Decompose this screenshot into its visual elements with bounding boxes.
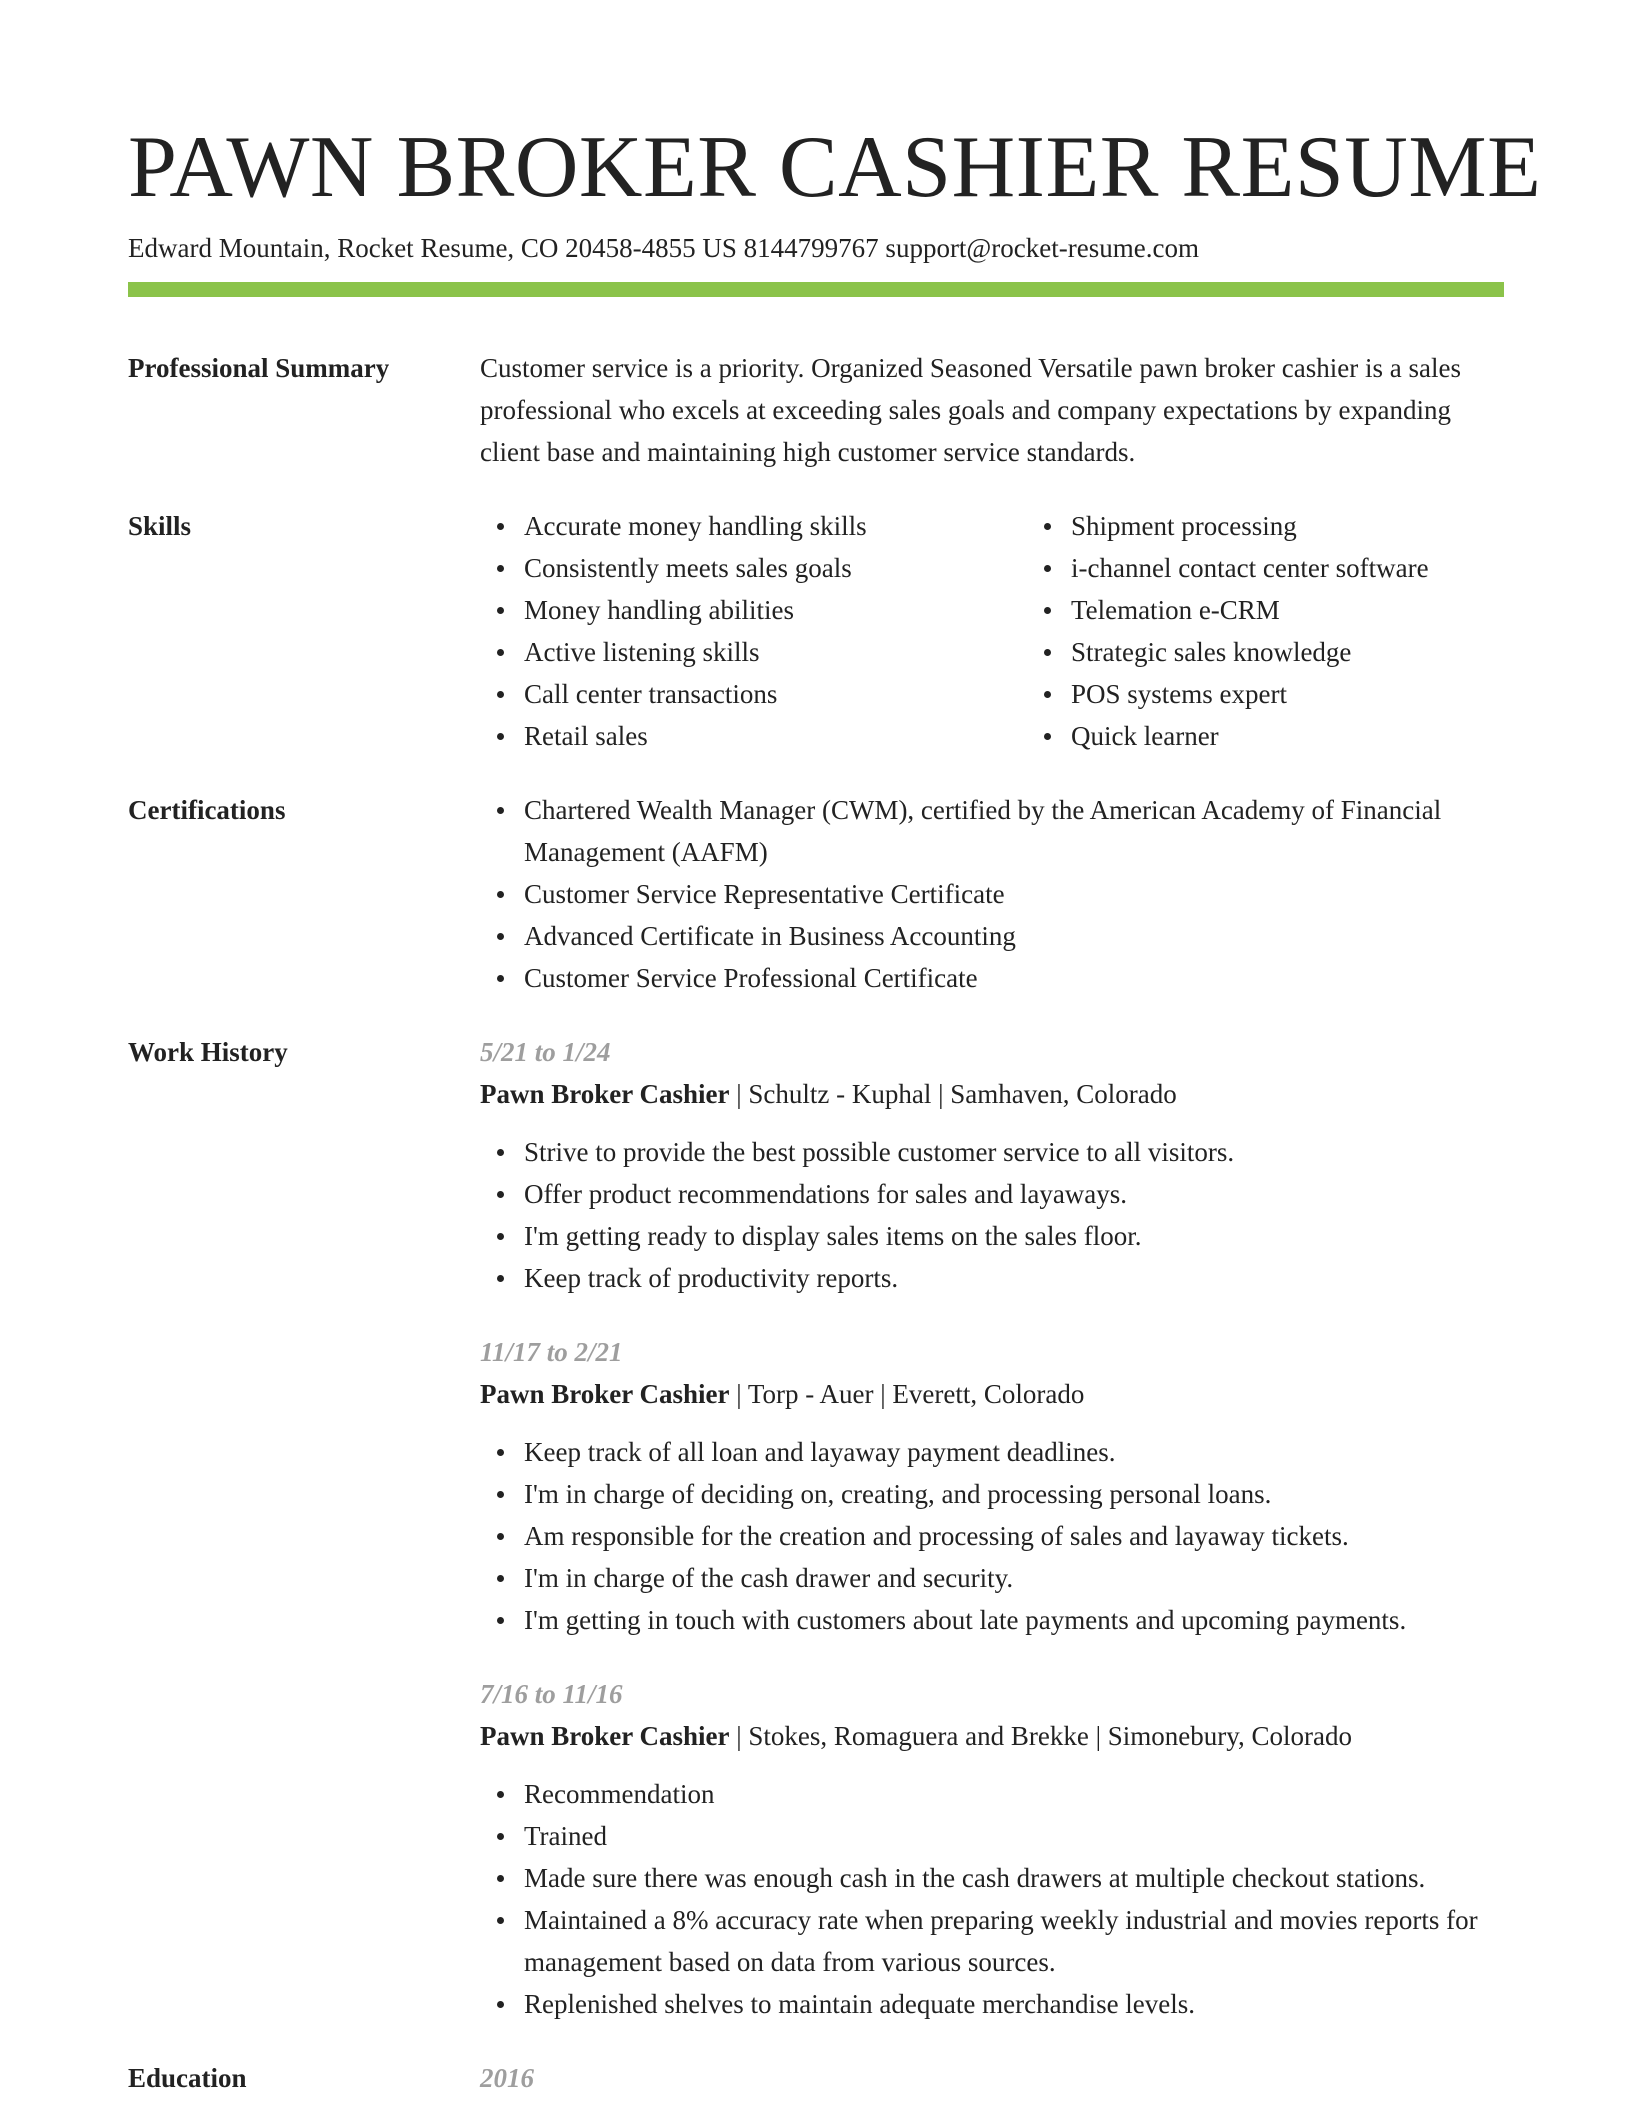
job-duty: Recommendation <box>524 1773 1504 1815</box>
section-label: Certifications <box>128 795 286 825</box>
skill-item: Telemation e-CRM <box>1071 589 1574 631</box>
job-duty: I'm in charge of the cash drawer and security. <box>524 1557 1504 1599</box>
job-duty: Made sure there was enough cash in the cash drawers at multiple checkout stations. <box>524 1857 1504 1899</box>
header-divider <box>128 282 1504 297</box>
skills-list-left <box>480 505 1027 757</box>
job-title: Pawn Broker Cashier <box>480 1721 730 1751</box>
section-skills <box>128 505 1504 757</box>
section-education <box>128 2057 1504 2099</box>
skills-list-right <box>1027 505 1574 757</box>
skill-item: Accurate money handling skills <box>524 505 1027 547</box>
job-title: Pawn Broker Cashier <box>480 1079 730 1109</box>
section-professional-summary <box>128 347 1504 473</box>
job-entry <box>480 1331 1504 1641</box>
job-title: Pawn Broker Cashier <box>480 1379 730 1409</box>
job-dates: 5/21 to 1/24 <box>480 1037 611 1067</box>
job-details: | Stokes, Romaguera and Brekke | Simonebury, Colorado <box>729 1721 1352 1751</box>
skill-item: Active listening skills <box>524 631 1027 673</box>
job-header <box>480 1073 1504 1115</box>
job-details: | Torp - Auer | Everett, Colorado <box>729 1379 1085 1409</box>
section-work-history <box>128 1031 1504 2025</box>
skill-item: Money handling abilities <box>524 589 1027 631</box>
job-duty: Replenished shelves to maintain adequate merchandise levels. <box>524 1983 1504 2025</box>
skills-columns <box>480 505 1574 757</box>
job-duty: Maintained a 8% accuracy rate when preparing weekly industrial and movies reports for management based on data from various sources. <box>524 1899 1504 1983</box>
job-entry <box>480 1673 1504 2025</box>
job-duties-list <box>480 1773 1504 2025</box>
summary-text: Customer service is a priority. Organized Seasoned Versatile pawn broker cashier is a sales professional who excels at exceeding sales goals and company expectations by expanding client base and maintaining high customer service standards. <box>480 353 1461 467</box>
section-label: Skills <box>128 511 192 541</box>
job-header <box>480 1373 1504 1415</box>
certification-item: Chartered Wealth Manager (CWM), certified by the American Academy of Financial Management (AAFM) <box>524 789 1504 873</box>
skill-item: Retail sales <box>524 715 1027 757</box>
skill-item: Shipment processing <box>1071 505 1574 547</box>
skill-item: POS systems expert <box>1071 673 1574 715</box>
job-duty: Am responsible for the creation and processing of sales and layaway tickets. <box>524 1515 1504 1557</box>
job-details: | Schultz - Kuphal | Samhaven, Colorado <box>729 1079 1177 1109</box>
resume-page <box>128 118 1542 2099</box>
job-duties-list <box>480 1131 1504 1299</box>
skill-item: Strategic sales knowledge <box>1071 631 1574 673</box>
skill-item: i-channel contact center software <box>1071 547 1574 589</box>
contact-line: Edward Mountain, Rocket Resume, CO 20458-4855 US 8144799767 support@rocket-resume.com <box>128 233 1199 263</box>
section-label: Education <box>128 2063 247 2093</box>
job-entry <box>480 1031 1504 1299</box>
work-history-body <box>480 1031 1504 2025</box>
job-duty: Strive to provide the best possible customer service to all visitors. <box>524 1131 1504 1173</box>
job-duty: Keep track of productivity reports. <box>524 1257 1504 1299</box>
skill-item: Call center transactions <box>524 673 1027 715</box>
certification-item: Customer Service Professional Certificate <box>524 957 1504 999</box>
section-label: Work History <box>128 1037 288 1067</box>
certifications-list <box>480 789 1504 999</box>
job-duties-list <box>480 1431 1504 1641</box>
skill-item: Quick learner <box>1071 715 1574 757</box>
certification-item: Customer Service Representative Certificate <box>524 873 1504 915</box>
section-label: Professional Summary <box>128 353 390 383</box>
job-dates: 11/17 to 2/21 <box>480 1337 623 1367</box>
job-duty: Keep track of all loan and layaway payment deadlines. <box>524 1431 1504 1473</box>
education-body <box>480 2057 1504 2099</box>
job-header <box>480 1715 1504 1757</box>
job-duty: I'm in charge of deciding on, creating, and processing personal loans. <box>524 1473 1504 1515</box>
certification-item: Advanced Certificate in Business Accounting <box>524 915 1504 957</box>
job-duty: Trained <box>524 1815 1504 1857</box>
job-duty: I'm getting ready to display sales items on the sales floor. <box>524 1215 1504 1257</box>
certifications-body <box>480 789 1504 999</box>
skill-item: Consistently meets sales goals <box>524 547 1027 589</box>
job-duty: I'm getting in touch with customers about late payments and upcoming payments. <box>524 1599 1504 1641</box>
education-dates: 2016 <box>480 2063 534 2093</box>
job-dates: 7/16 to 11/16 <box>480 1679 623 1709</box>
resume-title: PAWN BROKER CASHIER RESUME <box>128 119 1542 216</box>
section-certifications <box>128 789 1504 999</box>
job-duty: Offer product recommendations for sales and layaways. <box>524 1173 1504 1215</box>
